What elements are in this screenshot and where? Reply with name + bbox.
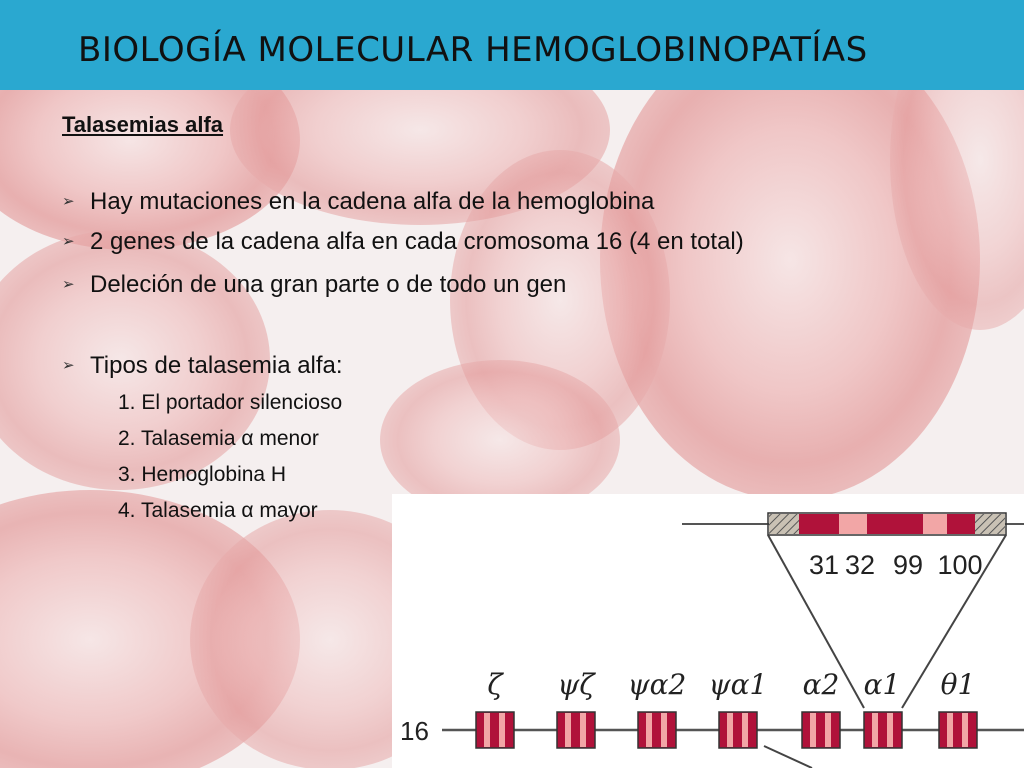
codon-label: 99 [892,550,924,580]
bullet-item: ➢ Tipos de talasemia alfa: [62,352,343,379]
bullet-item: ➢ Hay mutaciones en la cadena alfa de la hemoglobina [62,188,655,215]
gene-label: ψα1 [708,668,768,701]
arrow-bullet-icon: ➢ [62,357,75,374]
gene-label: ψζ [557,668,595,701]
flank-hatched [975,514,1005,534]
gene-label: ψα2 [627,668,687,701]
arrow-bullet-icon: ➢ [62,193,75,210]
gene-box [864,712,902,748]
codon-label: 100 [937,550,983,580]
flank-hatched [769,514,799,534]
bullet-item: ➢ Deleción de una gran parte o de todo un gen [62,271,567,298]
gene-box [638,712,676,748]
type-item: 3. Hemoglobina H [118,463,287,486]
codon-label: 31 [808,550,840,580]
gene-box [719,712,757,748]
bullet-item: ➢ 2 genes de la cadena alfa en cada cromosoma 16 (4 en total) [62,228,744,255]
arrow-bullet-icon: ➢ [62,233,75,250]
exon [867,514,923,534]
exon [947,514,975,534]
arrow-bullet-icon: ➢ [62,276,75,293]
chromosome-label: 16 [400,716,429,746]
gene-box [939,712,977,748]
codon-label: 32 [844,550,876,580]
gene-box [802,712,840,748]
gene-label: α1 [863,668,901,701]
exon [799,514,839,534]
gene-label: θ1 [940,668,976,701]
type-item: 1. El portador silencioso [118,391,343,414]
intron [923,514,947,534]
gene-label: ζ [487,668,503,701]
type-item: 2. Talasemia α menor [118,427,319,450]
intron [839,514,867,534]
gene-label: α2 [802,668,840,701]
gene-box [476,712,514,748]
alpha-globin-gene-diagram [392,494,1024,768]
slide-title: BIOLOGÍA MOLECULAR HEMOGLOBINOPATÍAS [78,30,868,70]
gene-box [557,712,595,748]
section-subtitle: Talasemias alfa [62,112,224,137]
type-item: 4. Talasemia α mayor [118,499,318,522]
